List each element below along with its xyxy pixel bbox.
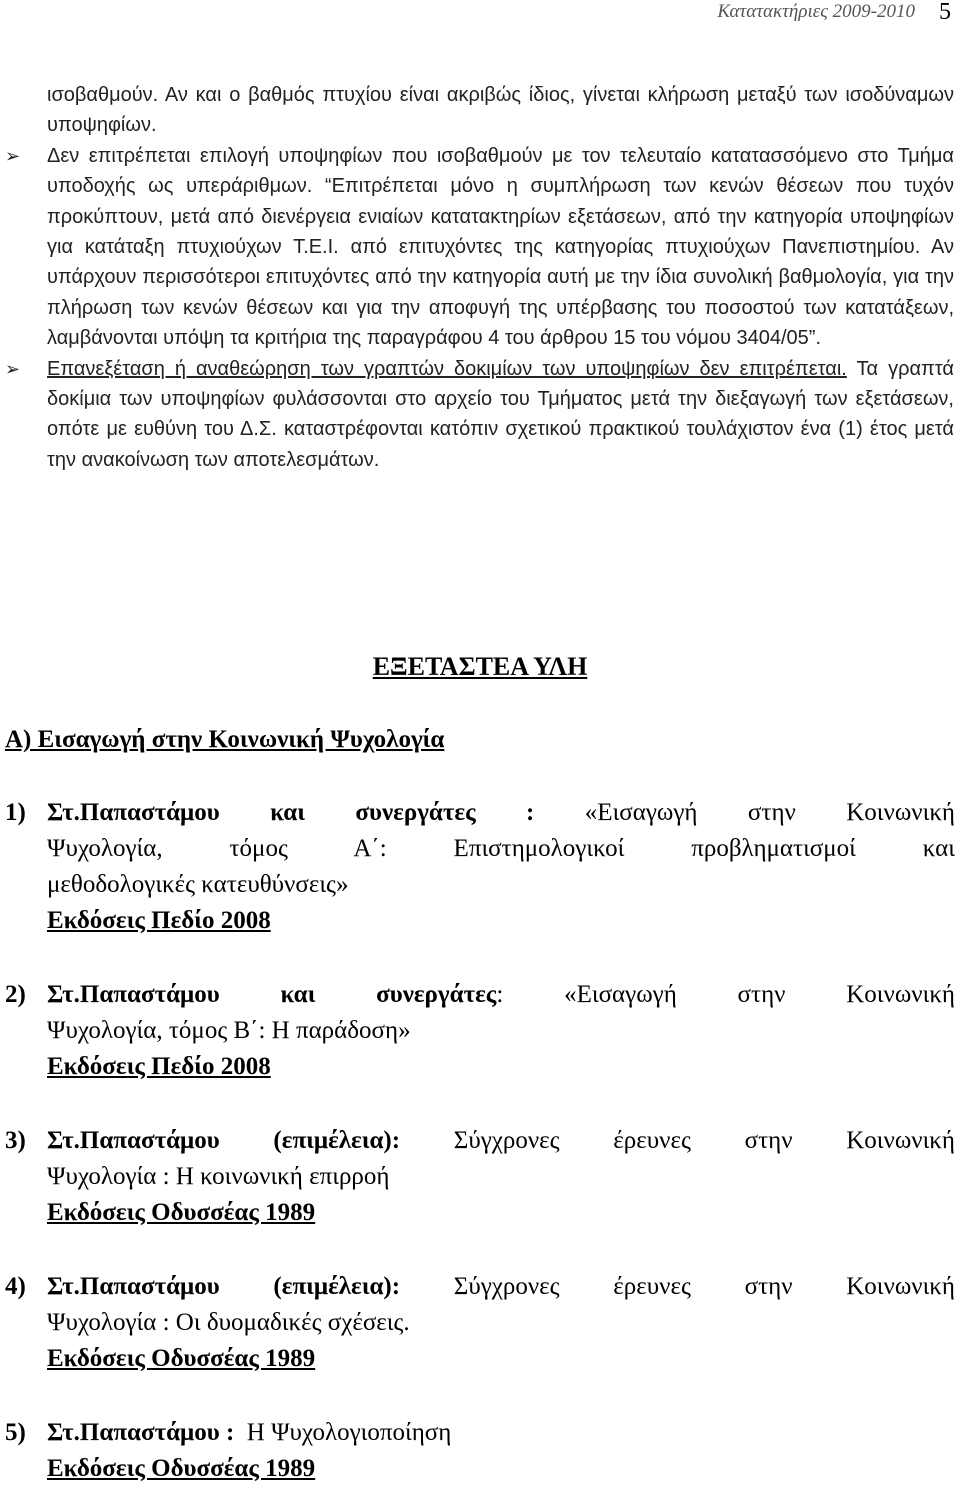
item-number: 2) bbox=[5, 981, 26, 1008]
item-title-cont: Ψυχολογία : Η κοινωνική επιρροή bbox=[47, 1163, 390, 1190]
item-author: Στ.Παπαστάμου και συνεργάτες bbox=[47, 981, 497, 1008]
page-header bbox=[0, 0, 960, 28]
item-author: Στ.Παπαστάμου : bbox=[47, 1419, 235, 1446]
bullet-text: Τα γραπτά δοκίμια των υποψηφίων φυλάσσονται στο αρχείο του Τμήματος μετά την διεξαγωγή των εξετάσεων, οπότε με ευθύνη του Δ.Σ. καταστρέφονται κατόπιν σχετικού πρακτικού τουλάχιστον ένα (1) έτος μετά την ανακοίνωση των αποτελεσμάτων. bbox=[47, 357, 954, 471]
item-publisher: Εκδόσεις Οδυσσέας 1989 bbox=[47, 1345, 316, 1372]
rules-text bbox=[5, 80, 954, 475]
exam-syllabus-heading: ΕΞΕΤΑΣΤΕΑ ΥΛΗ bbox=[372, 652, 588, 681]
bibliography-list bbox=[5, 795, 955, 1487]
item-title-cont: Ψυχολογία : Οι δυομαδικές σχέσεις. bbox=[47, 1309, 410, 1336]
item-number: 5) bbox=[5, 1419, 26, 1446]
item-number: 4) bbox=[5, 1273, 26, 1300]
item-title-cont: μεθοδολογικές κατευθύνσεις» bbox=[47, 871, 349, 898]
arrow-bullet-icon: ➢ bbox=[5, 358, 21, 379]
bullet-item-tie-rule bbox=[5, 141, 954, 354]
list-item bbox=[5, 1269, 955, 1377]
arrow-bullet-icon: ➢ bbox=[5, 145, 21, 166]
item-publisher: Εκδόσεις Πεδίο 2008 bbox=[47, 1053, 271, 1080]
bullet-underlined-text: Επανεξέταση ή αναθεώρηση των γραπτών δοκιμίων των υποψηφίων δεν επιτρέπεται. bbox=[47, 357, 847, 380]
item-title: Σύγχρονες έρευνες στην Κοινωνική bbox=[400, 1127, 955, 1154]
item-number: 1) bbox=[5, 799, 26, 826]
item-title-cont: Ψυχολογία, τόμος Β΄: Η παράδοση» bbox=[47, 1017, 411, 1044]
item-publisher: Εκδόσεις Οδυσσέας 1989 bbox=[47, 1199, 316, 1226]
item-title: Η Ψυχολογιοποίηση bbox=[234, 1419, 452, 1446]
item-publisher: Εκδόσεις Οδυσσέας 1989 bbox=[47, 1455, 316, 1482]
item-author: Στ.Παπαστάμου (επιμέλεια): bbox=[47, 1273, 401, 1300]
item-author: Στ.Παπαστάμου και συνεργάτες : bbox=[47, 799, 535, 826]
list-item bbox=[5, 977, 955, 1085]
item-publisher: Εκδόσεις Πεδίο 2008 bbox=[47, 907, 271, 934]
section-title: Α) Εισαγωγή στην Κοινωνική Ψυχολογία bbox=[5, 726, 445, 753]
item-title: : «Εισαγωγή στην Κοινωνική bbox=[496, 981, 955, 1008]
item-title-cont: Ψυχολογία, τόμος Α΄: Επιστημολογικοί προβληματισμοί και bbox=[47, 835, 955, 862]
running-title: Κατατακτήριες 2009-2010 bbox=[717, 1, 915, 22]
item-title: Σύγχρονες έρευνες στην Κοινωνική bbox=[400, 1273, 955, 1300]
intro-paragraph: ισοβαθμούν. Αν και ο βαθμός πτυχίου είναι ακριβώς ίδιος, γίνεται κλήρωση μεταξύ των ισοδύναμων υποψηφίων. bbox=[47, 84, 954, 137]
bullet-item-review-rule bbox=[5, 354, 954, 476]
list-item bbox=[5, 1123, 955, 1231]
list-item bbox=[5, 795, 955, 939]
item-number: 3) bbox=[5, 1127, 26, 1154]
list-item bbox=[5, 1415, 955, 1487]
item-title: «Εισαγωγή στην Κοινωνική bbox=[534, 799, 955, 826]
bullet-text: Δεν επιτρέπεται επιλογή υποψηφίων που ισοβαθμούν με τον τελευταίο κατατασσόμενο στο Τμήμα υποδοχής ως υπεράριθμων. “Επιτρέπεται μόνο η συμπλήρωση των κενών θέσεων που τυχόν προκύπτουν, μετά από διενέργεια ενιαίων κατατακτηρίων εξετάσεων, από την κατηγορία υποψηφίων για κατάταξη πτυχιούχων Τ.Ε.Ι. από επιτυχόντες της κατηγορίας πτυχιούχων Πανεπιστημίου. Αν υπάρχουν περισσότεροι επιτυχόντες από την κατηγορία αυτή με την ίδια συνολική βαθμολογία, για την πλήρωση των κενών θέσεων και για την αποφυγή της υπέρβασης του ποσοστού των κατατάξεων, λαμβάνονται υπόψη τα κριτήρια της παραγράφου 4 του άρθρου 15 του νόμου 3404/05”. bbox=[47, 144, 954, 350]
page-number: 5 bbox=[939, 0, 951, 25]
item-author: Στ.Παπαστάμου (επιμέλεια): bbox=[47, 1127, 401, 1154]
